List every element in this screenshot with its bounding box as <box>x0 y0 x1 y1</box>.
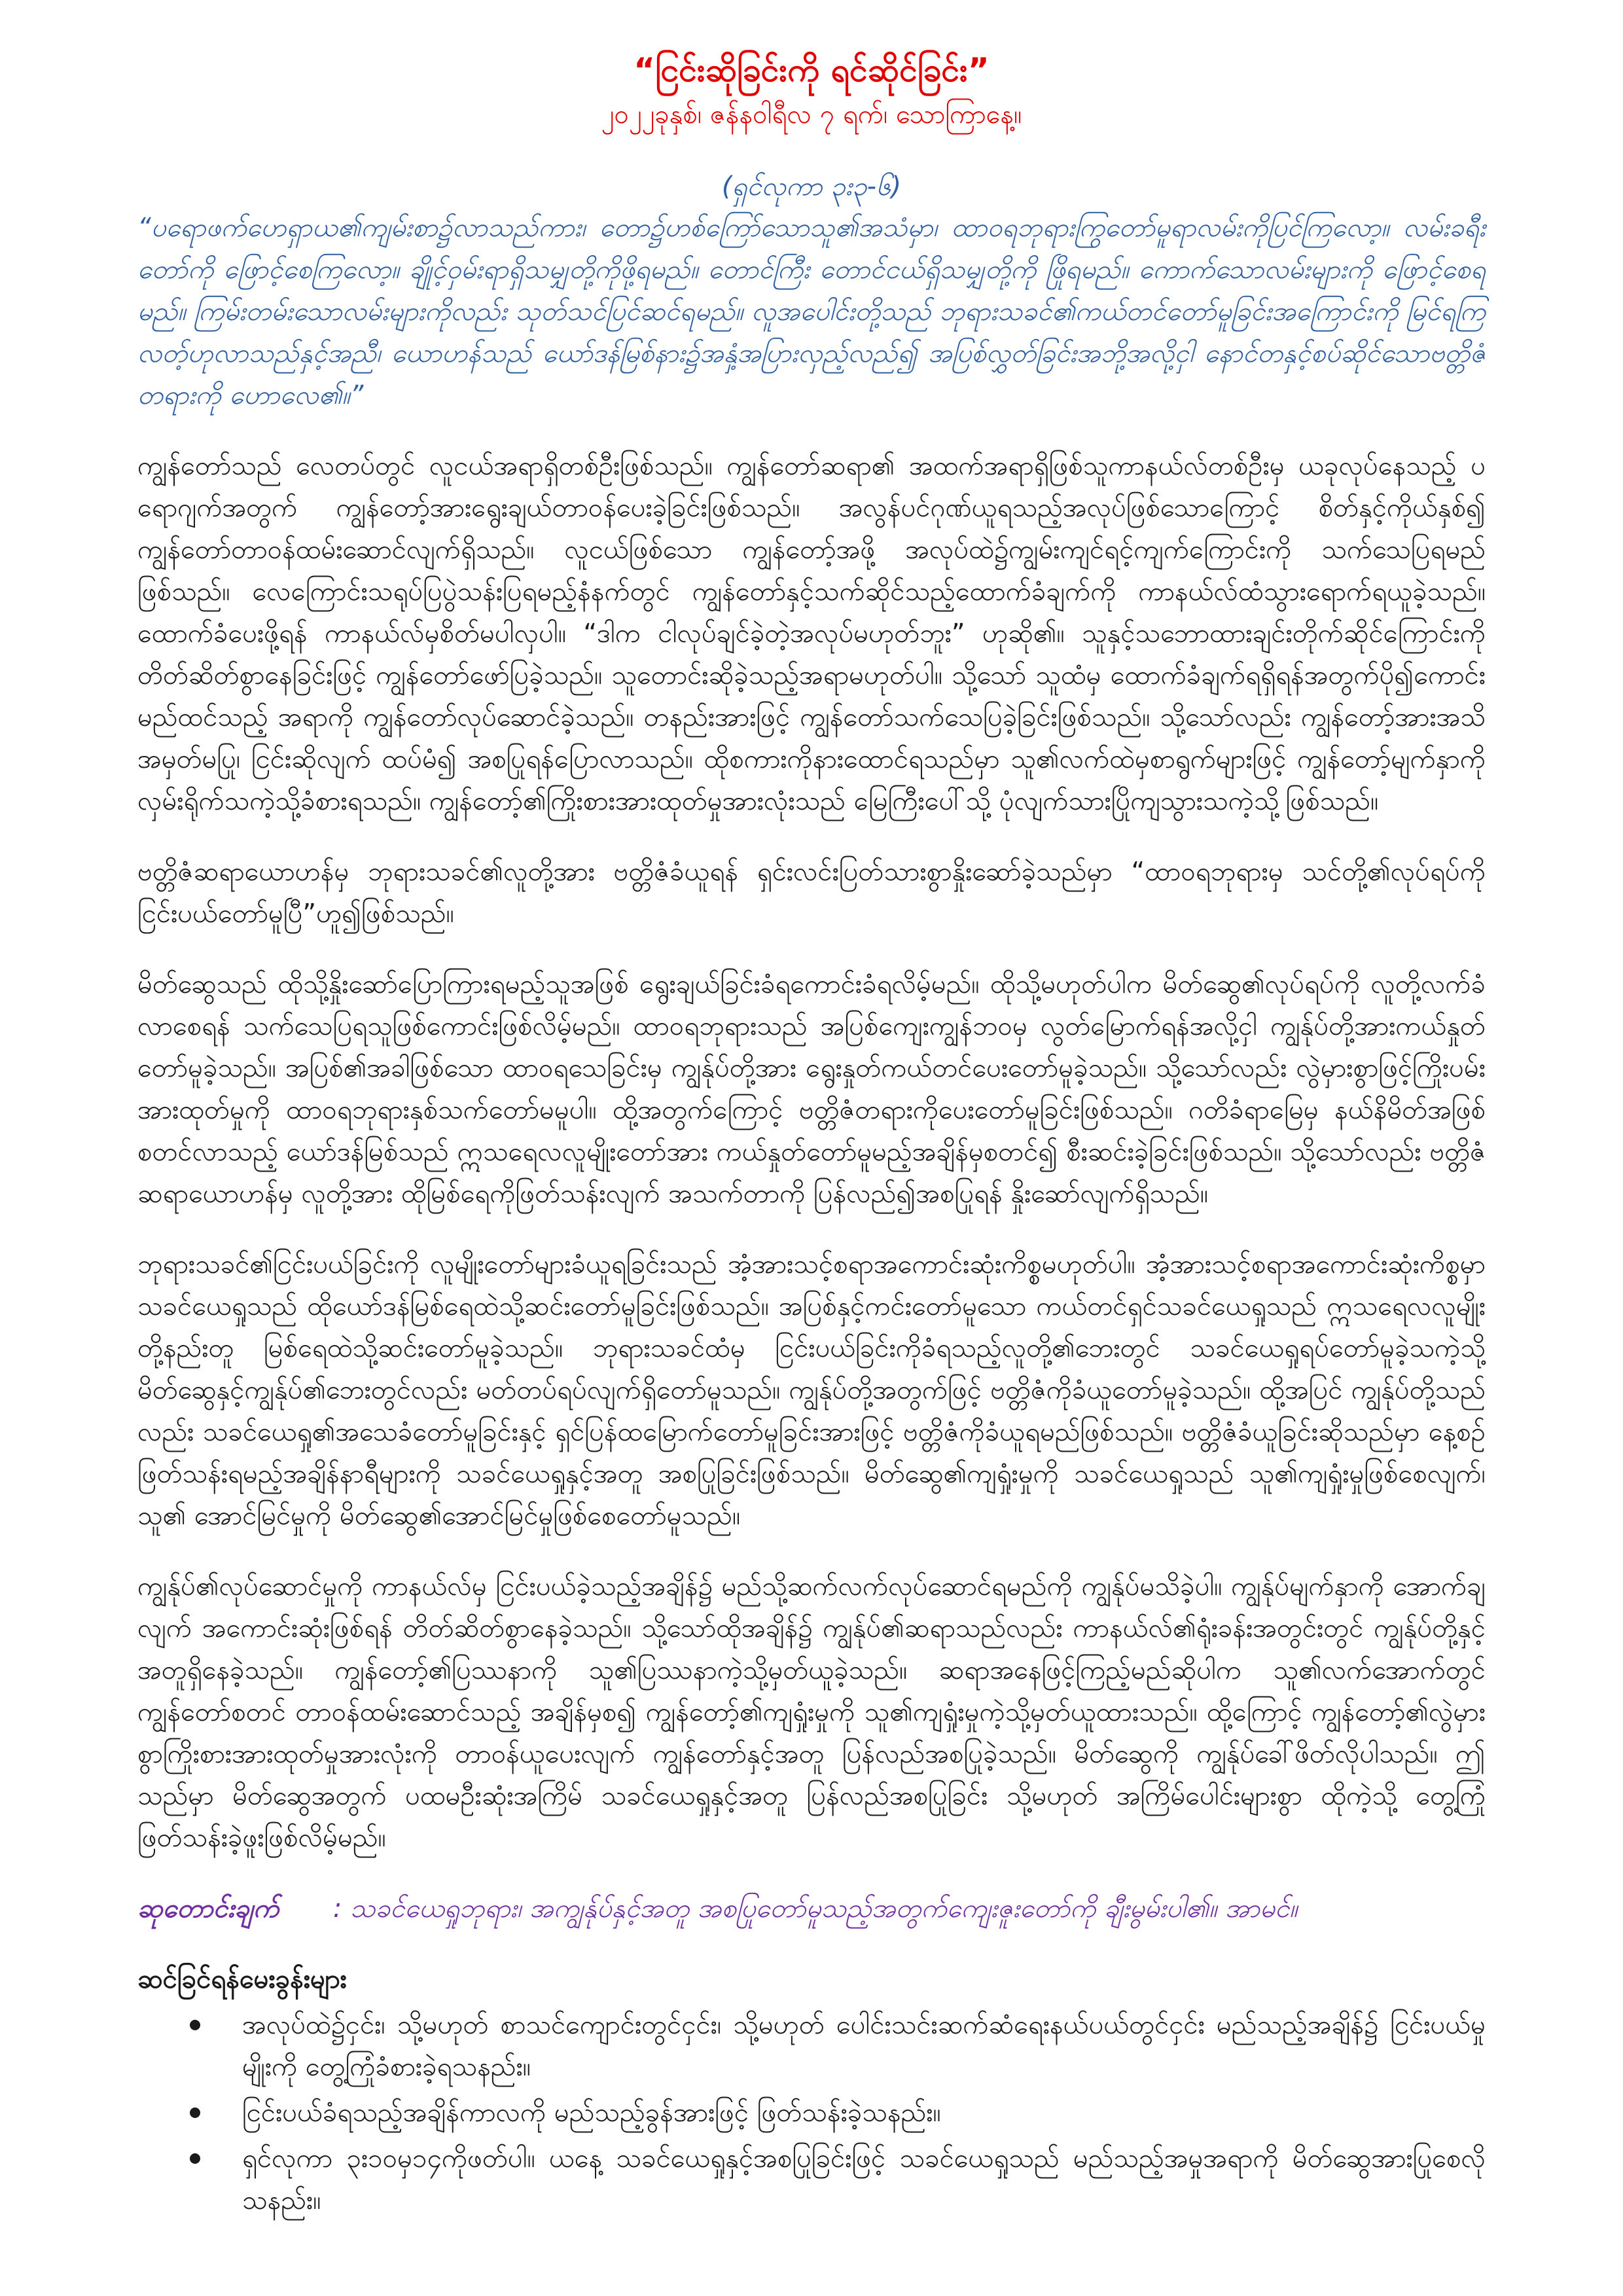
scripture-reference: (ရှင်လုကာ ၃း၃-၆) <box>721 171 902 202</box>
prayer-text: : သခင်ယေရှုဘုရား၊ အကျွန်ုပ်နှင့်အတူ အစပြုတော်မူသည့်အတွက်ကျေးဇူးတော်ကို ချီးမွမ်းပါ၏။ အာမင်။ <box>332 1893 1298 1924</box>
body-paragraph-3: မိတ်ဆွေသည် ထိုသို့နှိုးဆော်ပြောကြားရမည့်သူအဖြစ် ရွေးချယ်ခြင်းခံရကောင်းခံရလိမ့်မည်။ ထိုသို့မဟုတ်ပါက မိတ်ဆွေ၏လုပ်ရပ်ကို လူတို့လက်ခံလာစေရန် သက်သေပြရသူဖြစ်ကောင်းဖြစ်လိမ့်မည်။ ထာဝရဘုရားသည် အပြစ်ကျေးကျွန်ဘဝမှ လွတ်မြောက်ရန်အလို့ငှါ ကျွန်ုပ်တို့အားကယ်နှုတ်တော်မူခဲ့သည်။ အပြစ်၏အခါဖြစ်သော ထာဝရသေခြင်းမှ ကျွန်ုပ်တို့အား ရွေးနှုတ်ကယ်တင်ပေးတော်မူခဲ့သည်။ သို့သော်လည်း လွဲမှားစွာဖြင့်ကြိုးပမ်းအားထုတ်မှုကို ထာဝရဘုရားနှစ်သက်တော်မမူပါ။ ထို့အတွက်ကြောင့် ဗတ္တိဇံတရားကိုပေးတော်မူခြင်းဖြစ်သည်။ ဂတိခံရာမြေမှ နယ်နိမိတ်အဖြစ်စတင်လာသည့် ယော်ဒန်မြစ်သည် ဣသရေလလူမျိုးတော်အား ကယ်နှုတ်တော်မူမည့်အချိန်မှစတင်၍ စီးဆင်းခဲ့ခြင်းဖြစ်သည်။ သို့သော်လည်း ဗတ္တိဇံဆရာယောဟန်မှ လူတို့အား ထိုမြစ်ရေကိုဖြတ်သန်းလျက် အသက်တာကို ပြန်လည်၍အစပြုရန် နှိုးဆော်လျက်ရှိသည်။ <box>137 969 1486 1209</box>
prayer-label: ဆုတောင်းချက် <box>137 1893 279 1924</box>
question-text: ရှင်လုကာ ၃း၁၀မှ၁၄ကိုဖတ်ပါ။ ယနေ့ သခင်ယေရှုနှင့်အစပြုခြင်းဖြင့် သခင်ယေရှုသည် မည်သည့်အမှုအရာကို မိတ်ဆွေအားပြုစေလိုသနည်း။ <box>242 2144 1486 2215</box>
question-text: အလုပ်ထဲ၌ငှင်း၊ သို့မဟုတ် စာသင်ကျောင်းတွင်ငှင်း၊ သို့မဟုတ် ပေါင်းသင်းဆက်ဆံရေးနယ်ပယ်တွင်ငှင်း မည်သည့်အချိန်၌ ငြင်းပယ်မှုမျိုးကို တွေ့ကြုံခံစားခဲ့ရသနည်း။ <box>242 2010 1486 2082</box>
bullet-icon <box>190 2153 200 2164</box>
question-item <box>190 2092 1486 2134</box>
prayer-line <box>137 1888 1486 1929</box>
body-paragraph-1: ကျွန်တော်သည် လေတပ်တွင် လူငယ်အရာရှိတစ်ဦးဖြစ်သည်။ ကျွန်တော်ဆရာ၏ အထက်အရာရှိဖြစ်သူကာနယ်လ်တစ်ဦးမှ ယခုလုပ်နေသည့် ပရောဂျက်အတွက် ကျွန်တော့်အားရွေးချယ်တာဝန်ပေးခဲ့ခြင်းဖြစ်သည်။ အလွန်ပင်ဂုဏ်ယူရသည့်အလုပ်ဖြစ်သောကြောင့် စိတ်နှင့်ကိုယ်နှစ်၍ ကျွန်တော်တာဝန်ထမ်းဆောင်လျက်ရှိသည်။ လူငယ်ဖြစ်သော ကျွန်တော့်အဖို့ အလုပ်ထဲ၌ကျွမ်းကျင်ရင့်ကျက်ကြောင်းကို သက်သေပြရမည်ဖြစ်သည်။ လေကြောင်းသရုပ်ပြပွဲသန်းပြရမည့်နံနက်တွင် ကျွန်တော်နှင့်သက်ဆိုင်သည့်ထောက်ခံချက်ကို ကာနယ်လ်ထံသွားရောက်ရယူခဲ့သည်။ ထောက်ခံပေးဖို့ရန် ကာနယ်လ်မှစိတ်မပါလှပါ။ “ဒါက ငါလုပ်ချင်ခဲ့တဲ့အလုပ်မဟုတ်ဘူး” ဟုဆို၏။ သူနှင့်သဘောထားချင်းတိုက်ဆိုင်ကြောင်းကို တိတ်ဆိတ်စွာနေခြင်းဖြင့် ကျွန်တော်ဖော်ပြခဲ့သည်။ သူတောင်းဆိုခဲ့သည့်အရာမဟုတ်ပါ။ သို့သော် သူထံမှ ထောက်ခံချက်ရရှိရန်အတွက်ပို၍ကောင်းမည်ထင်သည့် အရာကို ကျွန်တော်လုပ်ဆောင်ခဲ့သည်။ တနည်းအားဖြင့် ကျွန်တော်သက်သေပြခဲ့ခြင်းဖြစ်သည်။ သို့သော်လည်း ကျွန်တော့်အားအသိအမှတ်မပြု၊ ငြင်းဆိုလျက် ထပ်မံ၍ အစပြုရန်ပြောလာသည်။ ထိုစကားကိုနားထောင်ရသည်မှာ သူ၏လက်ထဲမှစာရွက်များဖြင့် ကျွန်တော့်မျက်နှာကို လှမ်းရိုက်သကဲ့သို့ခံစားရသည်။ ကျွန်တော့်၏ကြိုးစားအားထုတ်မှုအားလုံးသည် မြေကြီးပေါ်သို့ ပုံလျက်သားပြိုကျသွားသကဲ့သို့ဖြစ်သည်။ <box>137 451 1486 816</box>
body-paragraph-4: ဘုရားသခင်၏ငြင်းပယ်ခြင်းကို လူမျိုးတော်များခံယူရခြင်းသည် အံ့အားသင့်စရာအကောင်းဆုံးကိစ္စမဟုတ်ပါ။ အံ့အားသင့်စရာအကောင်းဆုံးကိစ္စမှာ သခင်ယေရှုသည် ထိုယော်ဒန်မြစ်ရေထဲသို့ဆင်းတော်မူခြင်းဖြစ်သည်။ အပြစ်နှင့်ကင်းတော်မူသော ကယ်တင်ရှင်သခင်ယေရှုသည် ဣသရေလလူမျိုးတို့နည်းတူ မြစ်ရေထဲသို့ဆင်းတော်မူခဲ့သည်။ ဘုရားသခင်ထံမှ ငြင်းပယ်ခြင်းကိုခံရသည့်လူတို့၏ဘေးတွင် သခင်ယေရှုရပ်တော်မူခဲ့သကဲ့သို့ မိတ်ဆွေနှင့်ကျွန်ုပ်၏ဘေးတွင်လည်း မတ်တပ်ရပ်လျက်ရှိတော်မူသည်။ ကျွန်ုပ်တို့အတွက်ဖြင့် ဗတ္တိဇံကိုခံယူတော်မူခဲ့သည်။ ထို့အပြင် ကျွန်ုပ်တို့သည်လည်း သခင်ယေရှု၏အသေခံတော်မူခြင်းနှင့် ရှင်ပြန်ထမြောက်တော်မူခြင်းအားဖြင့် ဗတ္တိဇံကိုခံယူရမည်ဖြစ်သည်။ ဗတ္တိဇံခံယူခြင်းဆိုသည်မှာ နေ့စဉ်ဖြတ်သန်းရမည့်အချိန်နာရီများကို သခင်ယေရှုနှင့်အတူ အစပြုခြင်းဖြစ်သည်။ မိတ်ဆွေ၏ကျရှုံးမှုကို သခင်ယေရှုသည် သူ၏ကျရှုံးမှုဖြစ်စေလျက်၊ သူ၏ အောင်မြင်မှုကို မိတ်ဆွေ၏အောင်မြင်မှုဖြစ်စေတော်မူသည်။ <box>137 1249 1486 1531</box>
bullet-icon <box>190 2108 200 2118</box>
questions-list <box>137 2004 1486 2221</box>
question-item <box>190 2004 1486 2088</box>
bullet-icon <box>190 2020 200 2030</box>
questions-heading: ဆင်ခြင်ရန်မေးခွန်းများ <box>137 1964 347 1994</box>
question-item <box>190 2138 1486 2221</box>
scripture-passage: “ပရောဖက်ဟေရှာယ၏ကျမ်းစာ၌လာသည်ကား၊ တော၌ဟစ်ကြော်သောသူ၏အသံမှာ၊ ထာဝရဘုရားကြွတော်မူရာလမ်းကိုပြင်ကြလော့။ လမ်းခရီးတော်ကို ဖြောင့်စေကြလော့။ ချိုင့်ဝှမ်းရာရှိသမျှတို့ကိုဖို့ရမည်။ တောင်ကြီး တောင်ငယ်ရှိသမျှတို့ကို ဖြိုရမည်။ ကောက်သောလမ်းများကို ဖြောင့်စေရမည်။ ကြမ်းတမ်းသောလမ်းများကိုလည်း သုတ်သင်ပြင်ဆင်ရမည်။ လူအပေါင်းတို့သည် ဘုရားသခင်၏ကယ်တင်တော်မူခြင်းအကြောင်းကို မြင်ရကြလတ့်ဟုလာသည်နှင့်အညီ၊ ယောဟန်သည် ယော်ဒန်မြစ်နား၌အနှံ့အပြားလှည့်လည်၍ အပြစ်လွှတ်ခြင်းအဘို့အလို့ငှါ နောင်တနှင့်စပ်ဆိုင်သောဗတ္တိဇံတရားကို ဟောလေ၏။” <box>137 213 1486 410</box>
page-title: “ငြင်းဆိုခြင်းကို ရင်ဆိုင်ခြင်း” <box>633 51 990 89</box>
body-paragraph-2: ဗတ္တိဇံဆရာယောဟန်မှ ဘုရားသခင်၏လူတို့အား ဗတ္တိဇံခံယူရန် ရှင်းလင်းပြတ်သားစွာနှိုးဆော်ခဲ့သည်မှာ “ထာဝရဘုရားမှ သင်တို့၏လုပ်ရပ်ကို ငြင်းပယ်တော်မူပြီ”ဟူ၍ဖြစ်သည်။ <box>137 857 1486 929</box>
question-text: ငြင်းပယ်ခံရသည့်အချိန်ကာလကို မည်သည့်ခွန်အားဖြင့် ဖြတ်သန်းခဲ့သနည်း။ <box>242 2098 941 2128</box>
date-line: ၂၀၂၂ခုနှစ်၊ ဇန်နဝါရီလ ၇ ရက်၊ သောကြာနေ့။ <box>601 99 1022 130</box>
body-paragraph-5: ကျွန်ုပ်၏လုပ်ဆောင်မှုကို ကာနယ်လ်မှ ငြင်းပယ်ခဲ့သည့်အချိန်၌ မည်သို့ဆက်လက်လုပ်ဆောင်ရမည်ကို ကျွန်ုပ်မသိခဲ့ပါ။ ကျွန်ုပ်မျက်နှာကို အောက်ချလျက် အကောင်းဆုံးဖြစ်ရန် တိတ်ဆိတ်စွာနေခဲ့သည်။ သို့သော်ထိုအချိန်၌ ကျွန်ုပ်၏ဆရာသည်လည်း ကာနယ်လ်၏ရုံးခန်းအတွင်းတွင် ကျွန်ုပ်တို့နှင့်အတူရှိနေခဲ့သည်။ ကျွန်တော့်၏ပြဿနာကို သူ၏ပြဿနာကဲ့သို့မှတ်ယူခဲ့သည်။ ဆရာအနေဖြင့်ကြည့်မည်ဆိုပါက သူ၏လက်အောက်တွင် ကျွန်တော်စတင် တာဝန်ထမ်းဆောင်သည့် အချိန်မှစ၍ ကျွန်တော့်၏ကျရှုံးမှုကို သူ၏ကျရှုံးမှုကဲ့သို့မှတ်ယူထားသည်။ ထို့ကြောင့် ကျွန်တော့်၏လွဲမှားစွာကြိုးစားအားထုတ်မှုအားလုံးကို တာဝန်ယူပေးလျက် ကျွန်တော်နှင့်အတူ ပြန်လည်အစပြုခဲ့သည်။ မိတ်ဆွေကို ကျွန်ုပ်ခေါ်ဖိတ်လိုပါသည်။ ဤသည်မှာ မိတ်ဆွေအတွက် ပထမဦးဆုံးအကြိမ် သခင်ယေရှုနှင့်အတူ ပြန်လည်အစပြုခြင်း သို့မဟုတ် အကြိမ်ပေါင်းများစွာ ထိုကဲ့သို့ တွေ့ကြုံဖြတ်သန်းခဲ့ဖူးဖြစ်လိမ့်မည်။ <box>137 1571 1486 1853</box>
